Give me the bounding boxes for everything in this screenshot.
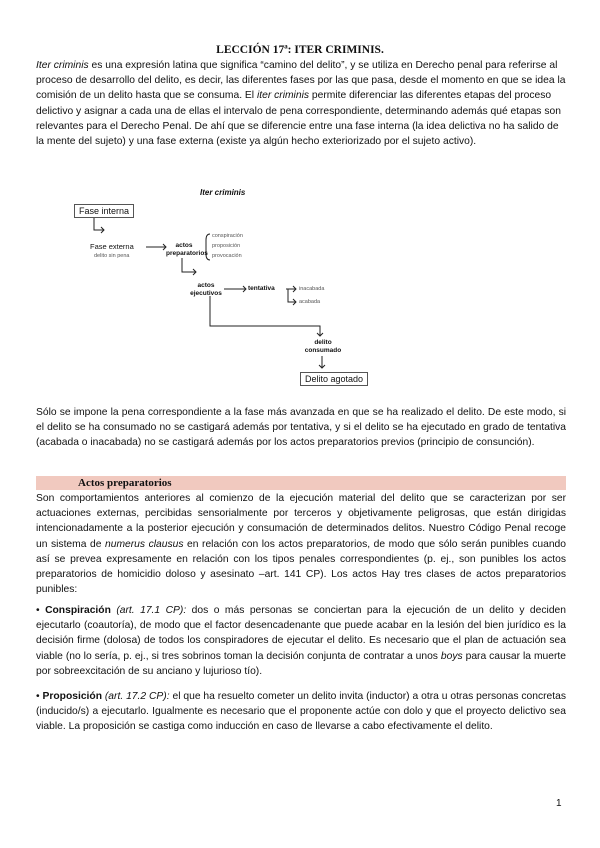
delito-consumado-line1: delito (314, 339, 332, 346)
actos-preparatorios-label (166, 242, 208, 257)
actos-ejecutivos-line1: actos (197, 282, 215, 289)
inacabada-label: inacabada (299, 286, 325, 292)
fase-interna-box: Fase interna (74, 204, 134, 218)
intro-paragraph (36, 58, 566, 149)
proposicion-label: proposición (212, 243, 241, 249)
actos-preparatorios-line2: preparatorios (166, 249, 208, 257)
tentativa-label: tentativa (248, 285, 275, 292)
provocacion-label: provocación (212, 253, 242, 259)
page-number: 1 (556, 798, 562, 809)
list-item (36, 603, 566, 679)
delito-consumado-label (300, 339, 346, 354)
item-text-end: para causar la muerte por sobreexcitación de su anciano y lujurioso tío). (36, 650, 566, 677)
intro-text-1: es una expresión latina que significa “camino del delito”, y se utiliza en Derecho penal para referirse al proceso de desarrollo del delito, es decir, las diferentes fases por las que pasa, desde el momento en que se idea la comisión de un delito hasta que se consuma. El (36, 60, 566, 102)
section-text-2: en relación con los actos preparatorios, de modo que sólo serán punibles cuando así se prevea expresamente en relación con los tipos penales correspondientes (p. ej., son punibles los actos preparatorios de homicidio doloso y asesinato –art. 141 CP). Los actos Hay tres clases de actos preparatorios punibles: (36, 538, 566, 596)
actos-ejecutivos-line2: ejecutivos (190, 289, 222, 297)
item-ref: (art. 17.2 CP): (102, 691, 170, 702)
section-text-1: Son comportamientos anteriores al comienzo de la ejecución material del delito que se caracterizan por ser actuaciones externas, percibidas sensorialmente por terceros y objetivamente peligrosas, que están dirigidas intencionadamente a la posterior ejecución y consumación de determinados delitos. Nuestro Código Penal recoge un sistema de (36, 493, 566, 550)
fase-externa-label: Fase externa (90, 242, 134, 251)
item-name: Conspiración (45, 605, 111, 616)
fase-externa-sublabel: delito sin pena (94, 253, 130, 259)
item-ref: (art. 17.1 CP): (110, 605, 187, 616)
page-title: LECCIÓN 17ª: ITER CRIMINIS. (216, 44, 384, 56)
delito-consumado-line2: consumado (304, 346, 342, 354)
conspiracion-label: conspiración (212, 233, 243, 239)
bullet: • (36, 605, 46, 616)
item-text: dos o más personas se conciertan para la ejecución de un delito y deciden ejecutarlo (coautoría), de modo que el factor desencadenante que puede acabar en la lesión del bien jurídico es la decisión firme (dolosa) de todos los conspiradores de ejecutar el delito. Es necesario que el plan de actuación sea viable (no lo sería, p. ej., si tres sobrinos toman la decisión conjunta de contratar a unos (36, 605, 567, 662)
actos-ejecutivos-label (188, 282, 224, 297)
term-numerus-clausus: numerus clausus (104, 538, 184, 550)
acabada-label: acabada (299, 299, 321, 305)
item-name: Proposición (42, 691, 102, 702)
bullet: • (36, 691, 43, 702)
item-term: boys (440, 650, 463, 662)
pena-paragraph: Sólo se impone la pena correspondiente a la fase más avanzada en que se ha realizado el delito. De este modo, si el delito se ha consumado no se castigará además por tentativa, y si el delito se ha ejecutado en grado de tentativa (acabada o inacabada) no se castigará además por los actos preparatorios previos (principio de consunción). (36, 407, 566, 449)
actos-preparatorios-line1: actos (175, 242, 193, 249)
actos-preparatorios-paragraph (36, 491, 566, 597)
term-iter-criminis-2: iter criminis (256, 90, 310, 102)
intro-text-2: permite diferenciar las diferentes etapas del proceso delictivo y asignar a cada una de ellas el intervalo de pena correspondiente, determinando además qué etapas son relevantes para el Derecho Penal. De ahí que se diferencie entre una fase interna (la idea delictiva no ha salido de la mente del sujeto) y una fase externa (existe ya algún hecho exteriorizado por el sujeto activo). (36, 90, 561, 148)
term-iter-criminis: Iter criminis (36, 60, 89, 71)
section-title: Actos preparatorios (78, 477, 172, 489)
diagram-connectors (60, 196, 400, 396)
iter-criminis-diagram (60, 196, 400, 396)
diagram-caption: Iter criminis (200, 188, 246, 197)
delito-agotado-box: Delito agotado (300, 372, 368, 386)
item-text: el que ha resuelto cometer un delito invita (inductor) a otra u otras personas concretas (inducido/s) a ejecutarlo. Igualmente es necesario que el proponente actúe con dolo y que el proyecto delictivo sea viable. La proposición se castiga como inducción en caso de llevarse a cabo efectivamente el delito. (36, 691, 567, 733)
list-item (36, 689, 566, 735)
